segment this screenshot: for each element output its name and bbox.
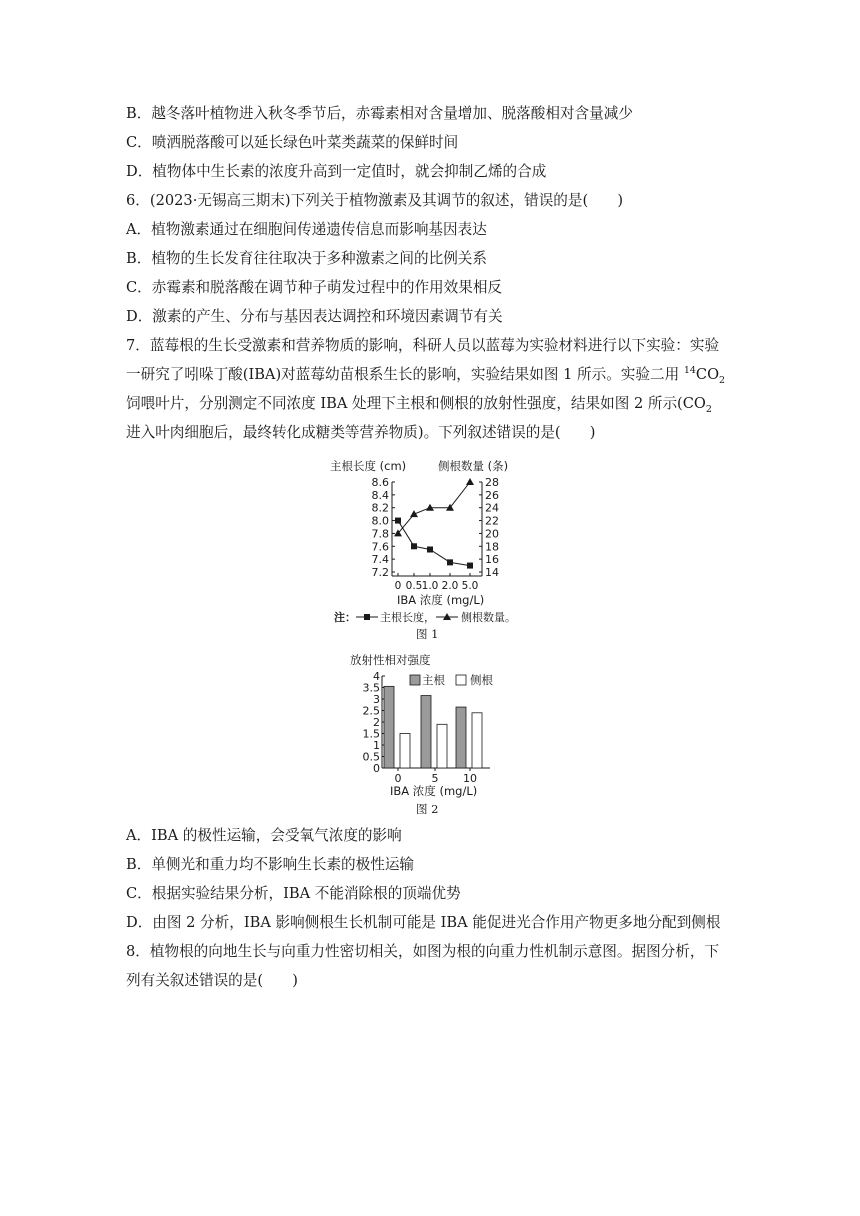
- fig2-legend-main-label: 主根: [422, 673, 445, 687]
- fig1-left-tick-label: 8.4: [371, 488, 389, 502]
- fig2-y-tick-label: 3: [373, 693, 380, 706]
- q7-stem-line-1: 7．蓝莓根的生长受激素和营养物质的影响，科研人员以蓝莓为实验材料进行以下实验：实验: [126, 337, 720, 354]
- fig2-y-tick-label: 3.5: [362, 681, 380, 695]
- fig1-left-tick-label: 7.8: [371, 527, 389, 541]
- fig1-left-tick-label: 8.0: [371, 514, 389, 528]
- q6-option-d: D．激素的产生、分布与基因表达调控和环境因素调节有关: [126, 308, 503, 325]
- fig1-main-root-point: [395, 518, 401, 524]
- fig1-main-root-line: [398, 521, 470, 566]
- fig2-y-tick-label: 2.5: [362, 704, 380, 718]
- fig1-left-tick-label: 7.6: [371, 540, 389, 554]
- fig1-right-tick-label: 28: [485, 476, 499, 489]
- q6-option-a: A．植物激素通过在细胞间传递遗传信息而影响基因表达: [126, 221, 487, 238]
- q8-stem-line-1: 8．植物根的向地生长与向重力性密切相关，如图为根的向重力性机制示意图。据图分析，下: [126, 943, 720, 960]
- q7-stem-line-4: 进入叶肉细胞后，最终转化成糖类等营养物质)。下列叙述错误的是( ): [126, 424, 596, 441]
- fig1-left-tick-label: 7.4: [371, 553, 389, 567]
- fig2-legend-side-label: 侧根: [470, 673, 493, 687]
- q7-option-a: A．IBA 的极性运输，会受氧气浓度的影响: [126, 827, 402, 844]
- q6-option-c: C．赤霉素和脱落酸在调节种子萌发过程中的作用效果相反: [126, 279, 503, 296]
- q7-stem-line-3: 饲喂叶片，分别测定不同浓度 IBA 处理下主根和侧根的放射性强度，结果如图 2 所示($CO_2$: [126, 395, 712, 415]
- fig1-right-tick-label: 24: [485, 501, 499, 515]
- fig2-bar-main-root: [384, 686, 394, 768]
- fig1-right-tick-label: 18: [485, 540, 499, 554]
- figure-2-bar-chart: [340, 650, 530, 820]
- fig1-main-root-point: [427, 547, 433, 553]
- fig1-x-tick-label: 5.0: [461, 580, 479, 592]
- fig1-lateral-root-point: [410, 510, 418, 517]
- fig1-note-side: 侧根数量。: [461, 611, 516, 624]
- fig2-legend: [410, 673, 493, 687]
- fig1-main-root-point: [411, 543, 417, 549]
- q6-stem: 6．(2023·无锡高三期末)下列关于植物激素及其调节的叙述，错误的是( ): [126, 192, 624, 209]
- fig1-right-tick-label: 14: [485, 566, 499, 579]
- fig2-y-tick-label: 1.5: [362, 727, 380, 741]
- fig2-xlabel: IBA 浓度 (mg/L): [390, 784, 478, 798]
- fig1-ylabel-right: 侧根数量 (条): [438, 459, 509, 473]
- fig1-ylabel-left: 主根长度 (cm): [330, 459, 407, 473]
- q5-option-d: D．植物体中生长素的浓度升高到一定值时，就会抑制乙烯的合成: [126, 163, 547, 180]
- fig2-x-tick-label: 0: [394, 772, 402, 785]
- fig2-y-tick-label: 1: [373, 739, 380, 752]
- q7-option-c: C．根据实验结果分析，IBA 不能消除根的顶端优势: [126, 885, 461, 902]
- fig2-bar-lateral-root: [437, 724, 447, 768]
- fig2-bar-main-root: [456, 707, 466, 768]
- q7-option-b: B．单侧光和重力均不影响生长素的极性运输: [126, 856, 415, 873]
- fig1-right-tick-label: 26: [485, 488, 499, 502]
- fig1-note-main: 主根长度，: [380, 611, 435, 624]
- fig1-xlabel: IBA 浓度 (mg/L): [397, 593, 485, 607]
- fig1-right-tick-label: 16: [485, 553, 499, 567]
- fig1-x-tick-label: 2.0: [441, 580, 459, 592]
- q7-option-d: D．由图 2 分析，IBA 影响侧根生长机制可能是 IBA 能促进光合作用产物更多地分配到侧根: [126, 914, 721, 931]
- fig1-left-tick-label: 8.6: [371, 476, 389, 489]
- figure-1-line-chart: [320, 452, 550, 652]
- fig2-y-tick-label: 4: [373, 670, 380, 683]
- fig1-lateral-root-point: [466, 478, 474, 485]
- fig2-legend-side-swatch: [456, 675, 466, 685]
- q7-stem-line-2: 一研究了吲哚丁酸(IBA)对蓝莓幼苗根系生长的影响，实验结果如图 1 所示。实验二用 $^{14}CO_2$: [126, 365, 726, 386]
- fig2-legend-main-swatch: [410, 675, 420, 685]
- fig1-main-root-point: [467, 563, 473, 569]
- fig1-note-square-marker: [364, 614, 370, 620]
- fig1-right-tick-label: 22: [485, 514, 499, 528]
- fig1-caption: 图 1: [416, 627, 439, 641]
- q6-option-b: B．植物的生长发育往往取决于多种激素之间的比例关系: [126, 250, 487, 267]
- fig2-y-tick-label: 2: [373, 716, 380, 729]
- fig1-x-tick-label: 0: [394, 580, 402, 592]
- fig1-main-root-point: [447, 559, 453, 565]
- fig1-note-prefix: 注：: [334, 611, 356, 624]
- fig2-bar-lateral-root: [472, 713, 482, 768]
- fig1-note: [334, 610, 516, 624]
- fig1-x-tick-label: 0.5: [405, 580, 423, 592]
- fig1-left-tick-label: 7.2: [371, 566, 389, 579]
- fig2-bar-main-root: [421, 696, 431, 768]
- fig1-lateral-root-line: [398, 482, 470, 533]
- fig2-caption: 图 2: [416, 802, 439, 816]
- q8-stem-line-2: 列有关叙述错误的是( ): [126, 972, 298, 989]
- fig2-bar-lateral-root: [400, 734, 410, 769]
- fig1-left-tick-label: 8.2: [371, 501, 389, 515]
- fig1-right-tick-label: 20: [485, 527, 499, 541]
- fig2-y-tick-label: 0: [373, 762, 380, 775]
- fig2-x-tick-label: 10: [463, 772, 477, 785]
- q5-option-c: C．喷洒脱落酸可以延长绿色叶菜类蔬菜的保鲜时间: [126, 134, 459, 151]
- fig2-x-tick-label: 5: [431, 772, 439, 785]
- q5-option-b: B．越冬落叶植物进入秋冬季节后，赤霉素相对含量增加、脱落酸相对含量减少: [126, 105, 633, 122]
- fig1-x-tick-label: 1.0: [421, 580, 439, 592]
- fig2-ylabel: 放射性相对强度: [350, 653, 431, 667]
- fig2-y-tick-label: 0.5: [362, 750, 380, 764]
